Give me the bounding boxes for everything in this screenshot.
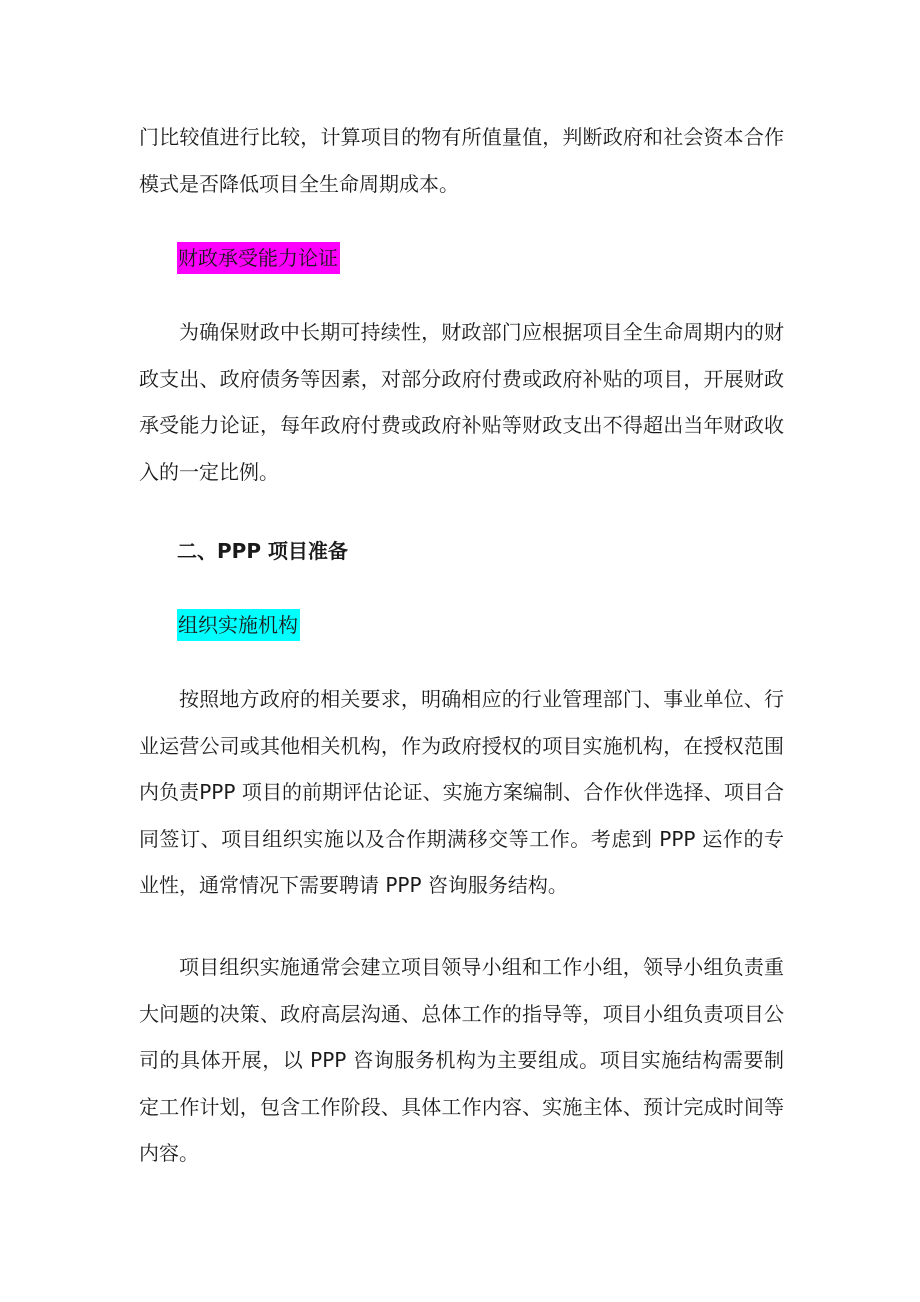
- subheading-organize-agency: [177, 609, 300, 641]
- subheading-fiscal-capacity: [177, 242, 340, 274]
- highlighted-heading-text: 组织实施机构: [177, 609, 300, 641]
- paragraph-value-for-money: 门比较值进行比较，计算项目的物有所值量值，判断政府和社会资本合作模式是否降低项目全生命周期成本。: [139, 125, 784, 196]
- paragraph-project-groups: 项目组织实施通常会建立项目领导小组和工作小组，领导小组负责重大问题的决策、政府高层沟通、总体工作的指导等，项目小组负责项目公司的具体开展，以 PPP 咨询服务机构为主要组成。项目实施结构需要制定工作计划，包含工作阶段、具体工作内容、实施主体、预计完成时间等内容。: [139, 955, 784, 1165]
- paragraph-fiscal-capacity: 为确保财政中长期可持续性，财政部门应根据项目全生命周期内的财政支出、政府债务等因素，对部分政府付费或政府补贴的项目，开展财政承受能力论证，每年政府付费或政府补贴等财政支出不得超出当年财政收入的一定比例。: [139, 320, 784, 484]
- highlighted-heading-text: 财政承受能力论证: [177, 242, 340, 274]
- paragraph-implementing-agency: 按照地方政府的相关要求，明确相应的行业管理部门、事业单位、行业运营公司或其他相关机构，作为政府授权的项目实施机构，在授权范围内负责PPP 项目的前期评估论证、实施方案编制、合作伙伴选择、项目合同签订、项目组织实施以及合作期满移交等工作。考虑到 PPP 运作的专业性，通常情况下需要聘请 PPP 咨询服务结构。: [139, 687, 784, 897]
- section-heading-ppp-preparation: 二、PPP 项目准备: [177, 539, 348, 563]
